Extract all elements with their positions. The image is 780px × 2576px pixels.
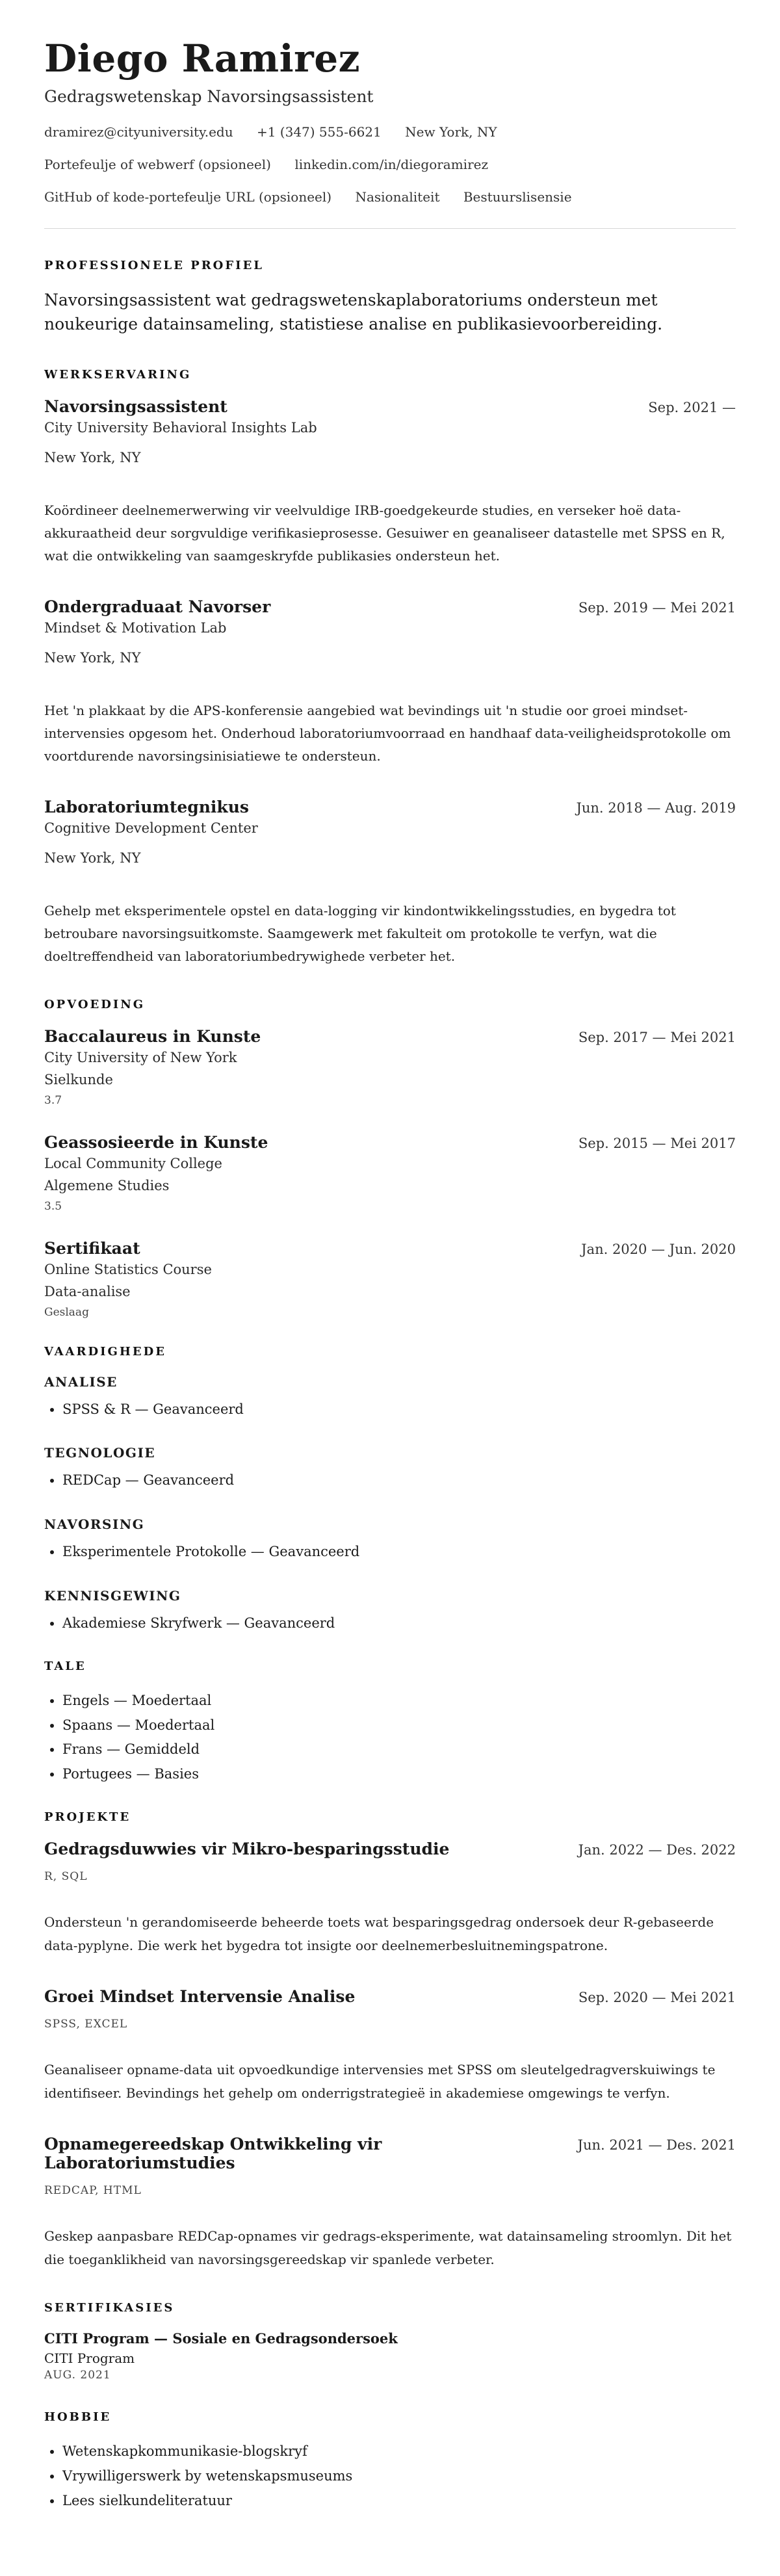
certification-date: AUG. 2021 xyxy=(44,2368,111,2382)
education-dates: Jan. 2020 — Jun. 2020 xyxy=(581,1241,736,1257)
project-title: Opnamegereedskap Ontwikkeling vir Laboratoriumstudies xyxy=(44,2134,382,2172)
education-entry xyxy=(44,1239,736,1319)
degree: Sertifikaat xyxy=(44,1238,140,1258)
projects-section xyxy=(44,1810,736,2271)
certification-name: CITI Program — Sosiale en Gedragsondersoek xyxy=(44,2330,398,2347)
employer: Mindset & Motivation Lab xyxy=(44,619,227,636)
project-dates: Jan. 2022 — Des. 2022 xyxy=(578,1841,736,1858)
project-dates: Jun. 2021 — Des. 2021 xyxy=(577,2137,736,2153)
project-description: Ondersteun 'n gerandomiseerde beheerde toets wat besparingsgedrag ondersoek deur R-gebaseerde data-pyplyne. Die werk het bygedra tot insigte oor deelnemerbesluitnemingspatrone. xyxy=(44,1914,714,1953)
job-description: Gehelp met eksperimentele opstel en data-logging vir kindontwikkelingsstudies, en bygedra tot betroubare navorsingsuitkomste. Saamgewerk met fakulteit om protokolle te verfyn, wat die doeltreffendheid van laboratoriumbedrywighede verbeter het. xyxy=(44,902,676,964)
profile-summary: Navorsingsassistent wat gedragswetenskaplaboratoriums ondersteun met noukeurige datainsameling, statistiese analise en publikasievoorbereiding. xyxy=(44,290,663,334)
project-description: Geanaliseer opname-data uit opvoedkundige intervensies met SPSS om sleutelgedragverskuiwings te identifiseer. Bevindings het gehelp om onderrigstrategieë in akademiese omgewings te verfyn. xyxy=(44,2061,716,2101)
degree: Geassosieerde in Kunste xyxy=(44,1132,268,1152)
job-description: Koördineer deelnemerwerwing vir veelvuldige IRB-goedgekeurde studies, en verseker hoë data-akkuraatheid deur sorgvuldige verifikasieprosesse. Gesuiwer en geanaliseer datastelle met SPSS en R, wat die ontwikkeling van saamgeskryfde publikasies ondersteun het. xyxy=(44,502,725,564)
project-entry xyxy=(44,1840,736,1957)
phone-number[interactable]: +1 (347) 555-6621 xyxy=(256,124,382,140)
skill-category: TEGNOLOGIE xyxy=(44,1445,156,1461)
hobby-item: • Lees sielkundeliteratuur xyxy=(62,2489,736,2514)
section-heading: HOBBIE xyxy=(44,2410,112,2424)
project-tech: REDCAP, HTML xyxy=(44,2183,142,2197)
language-item: • Spaans — Moedertaal xyxy=(62,1713,736,1738)
candidate-name: Diego Ramirez xyxy=(44,36,361,81)
skills-section xyxy=(44,1345,736,1636)
skill-list xyxy=(44,1398,736,1422)
contact-row-3 xyxy=(44,189,736,205)
hobby-list xyxy=(44,2439,736,2513)
experience-entry xyxy=(44,798,736,968)
skill-list xyxy=(44,1468,736,1493)
contact-row-2 xyxy=(44,157,736,172)
profile-section xyxy=(44,259,736,337)
job-dates: Sep. 2021 — xyxy=(648,399,736,415)
employer: City University Behavioral Insights Lab xyxy=(44,419,317,436)
language-item: • Portugees — Basies xyxy=(62,1762,736,1787)
linkedin-link[interactable]: linkedin.com/in/diegoramirez xyxy=(294,156,489,172)
project-entry xyxy=(44,1987,736,2105)
certifications-section xyxy=(44,2301,736,2382)
location: New York, NY xyxy=(405,124,497,140)
skill-category: KENNISGEWING xyxy=(44,1587,181,1604)
language-item: • Frans — Gemiddeld xyxy=(62,1737,736,1762)
portfolio-link[interactable]: Portefeulje of webwerf (opsioneel) xyxy=(44,156,271,172)
project-dates: Sep. 2020 — Mei 2021 xyxy=(578,1989,736,2005)
education-entry xyxy=(44,1133,736,1213)
drivers-license: Bestuurslisensie xyxy=(463,189,572,205)
experience-entry xyxy=(44,397,736,567)
skill-list xyxy=(44,1540,736,1565)
grade: 3.5 xyxy=(44,1199,62,1213)
job-location: New York, NY xyxy=(44,850,141,866)
job-dates: Jun. 2018 — Aug. 2019 xyxy=(576,800,736,816)
section-heading: PROFESSIONELE PROFIEL xyxy=(44,258,264,272)
job-location: New York, NY xyxy=(44,449,141,465)
certification-issuer: CITI Program xyxy=(44,2350,135,2366)
project-title: Gedragsduwwies vir Mikro-besparingsstudie xyxy=(44,1839,450,1858)
experience-entry xyxy=(44,597,736,768)
section-heading: PROJEKTE xyxy=(44,1810,131,1824)
field-of-study: Sielkunde xyxy=(44,1071,113,1087)
grade: 3.7 xyxy=(44,1093,62,1107)
skill-item: • SPSS & R — Geavanceerd xyxy=(62,1398,736,1422)
skill-category: ANALISE xyxy=(44,1373,118,1390)
skill-item: • REDCap — Geavanceerd xyxy=(62,1468,736,1493)
job-title: Ondergraduaat Navorser xyxy=(44,597,271,616)
project-entry xyxy=(44,2135,736,2271)
job-title: Navorsingsassistent xyxy=(44,397,228,416)
languages-section xyxy=(44,1659,736,1787)
employer: Cognitive Development Center xyxy=(44,820,258,836)
project-tech: R, SQL xyxy=(44,1869,88,1883)
school: Local Community College xyxy=(44,1155,222,1171)
hobbies-section xyxy=(44,2410,736,2513)
project-description: Geskep aanpasbare REDCap-opnames vir gedrags-eksperimente, wat datainsameling stroomlyn. Dit het die toeganklikheid van navorsingsgereedskap vir spanlede verbeter. xyxy=(44,2228,732,2267)
education-dates: Sep. 2017 — Mei 2021 xyxy=(578,1029,736,1045)
project-tech: SPSS, EXCEL xyxy=(44,2017,128,2031)
grade: Geslaag xyxy=(44,1305,89,1319)
nationality: Nasionaliteit xyxy=(355,189,440,205)
skill-list xyxy=(44,1611,736,1636)
field-of-study: Data-analise xyxy=(44,1283,131,1299)
education-dates: Sep. 2015 — Mei 2017 xyxy=(578,1135,736,1151)
skill-category: NAVORSING xyxy=(44,1516,145,1533)
candidate-title: Gedragswetenskap Navorsingsassistent xyxy=(44,86,374,106)
education-entry xyxy=(44,1027,736,1107)
language-item: • Engels — Moedertaal xyxy=(62,1689,736,1713)
job-title: Laboratoriumtegnikus xyxy=(44,797,250,816)
section-heading: VAARDIGHEDE xyxy=(44,1344,166,1359)
email-link[interactable]: dramirez@cityuniversity.edu xyxy=(44,124,233,140)
job-dates: Sep. 2019 — Mei 2021 xyxy=(578,599,736,616)
contact-row-1 xyxy=(44,124,736,140)
degree: Baccalaureus in Kunste xyxy=(44,1026,261,1046)
education-section xyxy=(44,998,736,1319)
section-heading: OPVOEDING xyxy=(44,997,146,1011)
school: Online Statistics Course xyxy=(44,1261,212,1277)
skill-item: • Eksperimentele Protokolle — Geavanceerd xyxy=(62,1540,736,1565)
header-divider xyxy=(44,228,736,229)
experience-section xyxy=(44,368,736,968)
section-heading: SERTIFIKASIES xyxy=(44,2300,175,2315)
school: City University of New York xyxy=(44,1049,237,1065)
section-heading: WERKSERVARING xyxy=(44,367,192,382)
job-description: Het 'n plakkaat by die APS-konferensie aangebied wat bevindings uit 'n studie oor groei mindset-intervensies opgesom het. Onderhoud laboratoriumvoorraad en handhaaf data-veiligheidsprotokolle om voortdurende navorsingsinisiatiewe te ondersteun. xyxy=(44,702,731,764)
section-heading: TALE xyxy=(44,1659,86,1673)
project-title: Groei Mindset Intervensie Analise xyxy=(44,1986,356,2006)
job-location: New York, NY xyxy=(44,649,141,666)
language-list xyxy=(44,1689,736,1787)
field-of-study: Algemene Studies xyxy=(44,1177,170,1193)
skill-item: • Akademiese Skryfwerk — Geavanceerd xyxy=(62,1611,736,1636)
github-link[interactable]: GitHub of kode-portefeulje URL (opsioneel) xyxy=(44,189,332,205)
hobby-item: • Wetenskapkommunikasie-blogskryf xyxy=(62,2439,736,2464)
hobby-item: • Vrywilligerswerk by wetenskapsmuseums xyxy=(62,2464,736,2489)
